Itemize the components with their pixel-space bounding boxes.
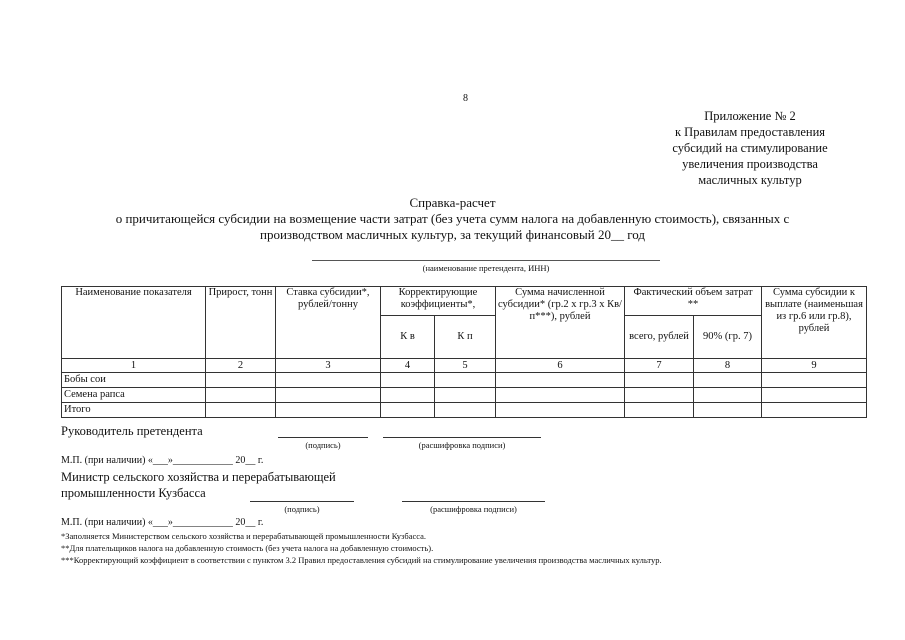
signature-decode-line — [402, 501, 545, 502]
row-label-total: Итого — [62, 403, 206, 418]
table-row — [62, 388, 867, 403]
applicant-head-label: Руководитель претендента — [61, 424, 203, 438]
header-name: Наименование показателя — [62, 287, 206, 359]
table-cell — [762, 373, 867, 388]
header-total: всего, рублей — [625, 316, 694, 359]
table-cell — [381, 373, 435, 388]
appendix-line-4: увеличения производства — [682, 157, 818, 171]
table-cell — [276, 388, 381, 403]
page-number: 8 — [463, 93, 468, 104]
header-kp: К п — [435, 316, 496, 359]
appendix-line-1: Приложение № 2 — [704, 109, 796, 123]
table-cell — [276, 373, 381, 388]
header-payout: Сумма субсидии к выплате (наименьшая из гр.6 или гр.8), рублей — [762, 287, 867, 359]
footnote-2: **Для плательщиков налога на добавленную стоимость (без учета налога на добавленную стоимость). — [61, 543, 434, 553]
col-number: 9 — [762, 359, 867, 373]
header-accrued: Сумма начисленной субсидии* (гр.2 х гр.3 х Кв/п***), рублей — [496, 287, 625, 359]
appendix-line-5: масличных культур — [698, 173, 802, 187]
table-cell — [435, 373, 496, 388]
header-90pct: 90% (гр. 7) — [694, 316, 762, 359]
table-cell — [694, 403, 762, 418]
applicant-name-line — [312, 260, 660, 261]
header-coefficients: Корректирующие коэффициенты*, — [381, 287, 496, 316]
col-number: 6 — [496, 359, 625, 373]
stamp-date-2: М.П. (при наличии) «___»____________ 20__ г. — [61, 517, 264, 528]
col-number: 8 — [694, 359, 762, 373]
col-number: 5 — [435, 359, 496, 373]
col-number: 7 — [625, 359, 694, 373]
signature-line — [250, 501, 354, 502]
sign-caption-2: (подпись) — [284, 504, 320, 514]
table-cell — [206, 373, 276, 388]
row-label-soy: Бобы сои — [62, 373, 206, 388]
table-cell — [435, 388, 496, 403]
footnote-1: *Заполняется Министерством сельского хозяйства и перерабатывающей промышленности Кузбасса. — [61, 531, 427, 541]
document-subtitle — [50, 211, 855, 243]
appendix-header — [630, 108, 870, 188]
table-cell — [496, 403, 625, 418]
table-row — [62, 373, 867, 388]
table-cell — [206, 388, 276, 403]
minister-label — [61, 469, 336, 501]
decode-caption-1: (расшифровка подписи) — [418, 440, 506, 450]
sign-caption-1: (подпись) — [305, 440, 341, 450]
col-number: 1 — [62, 359, 206, 373]
applicant-caption: (наименование претендента, ИНН) — [422, 263, 550, 273]
header-actual-costs: Фактический объем затрат ** — [625, 287, 762, 316]
appendix-line-3: субсидий на стимулирование — [672, 141, 828, 155]
col-number: 4 — [381, 359, 435, 373]
appendix-line-2: к Правилам предоставления — [674, 125, 826, 139]
table-cell — [625, 403, 694, 418]
minister-label-line-1: Министр сельского хозяйства и перерабатывающей — [61, 470, 336, 484]
col-number: 3 — [276, 359, 381, 373]
subtitle-line-2: производством масличных культур, за текущий финансовый 20__ год — [260, 227, 645, 242]
document-title: Справка-расчет — [409, 195, 496, 210]
calculation-table — [61, 286, 867, 418]
row-label-rapeseed: Семена рапса — [62, 388, 206, 403]
header-kv: К в — [381, 316, 435, 359]
col-number: 2 — [206, 359, 276, 373]
decode-caption-2: (расшифровка подписи) — [430, 504, 517, 514]
header-rate: Ставка субсидии*, рублей/тонну — [276, 287, 381, 359]
table-cell — [435, 403, 496, 418]
table-row — [62, 403, 867, 418]
table-cell — [206, 403, 276, 418]
table-cell — [625, 373, 694, 388]
table-cell — [496, 388, 625, 403]
table-cell — [381, 388, 435, 403]
table-cell — [381, 403, 435, 418]
table-cell — [625, 388, 694, 403]
table-cell — [276, 403, 381, 418]
table-cell — [694, 373, 762, 388]
subtitle-line-1: о причитающейся субсидии на возмещение части затрат (без учета сумм налога на добавленную стоимость), связанных с — [115, 211, 790, 226]
table-cell — [694, 388, 762, 403]
footnote-3: ***Корректирующий коэффициент в соответствии с пунктом 3.2 Правил предоставления субсидий на стимулирование увеличения производства масличных культур. — [61, 555, 662, 565]
signature-line — [278, 437, 368, 438]
stamp-date-1: М.П. (при наличии) «___»____________ 20__ г. — [61, 455, 264, 466]
table-cell — [762, 403, 867, 418]
table-cell — [496, 373, 625, 388]
signature-decode-line — [383, 437, 541, 438]
minister-label-line-2: промышленности Кузбасса — [61, 486, 206, 500]
header-growth: Прирост, тонн — [206, 287, 276, 359]
table-cell — [762, 388, 867, 403]
